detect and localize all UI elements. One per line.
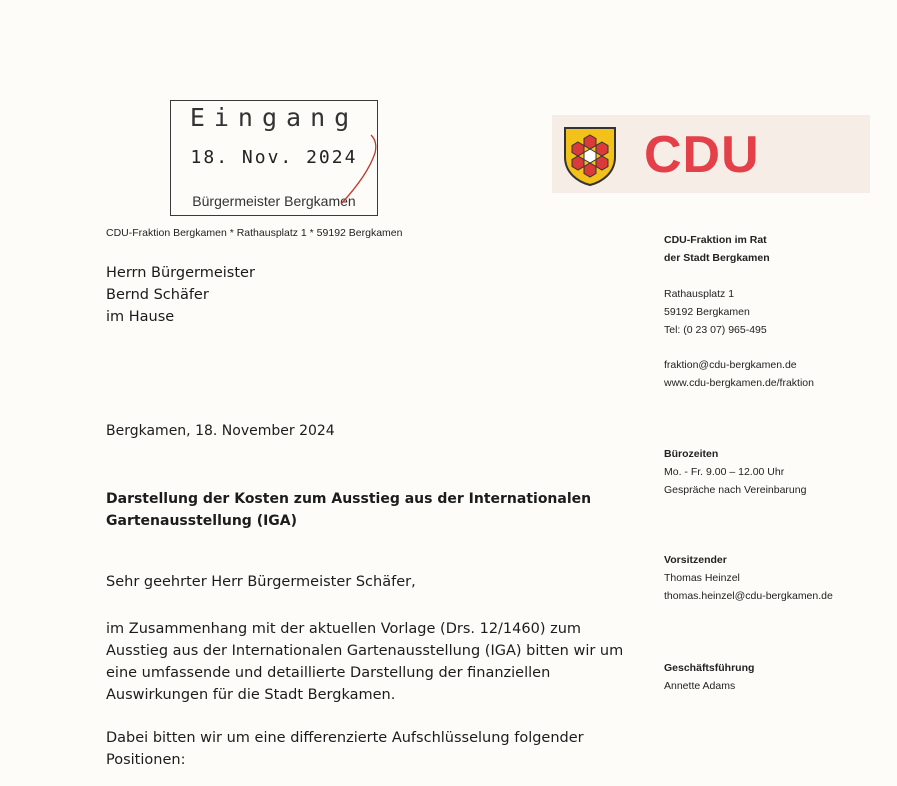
chair-email: thomas.heinzel@cdu-bergkamen.de <box>664 590 833 602</box>
org-city: 59192 Bergkamen <box>664 306 750 318</box>
paragraph-line: Dabei bitten wir um eine differenzierte Aufschlüsselung folgender <box>106 730 584 746</box>
subject-line: Gartenausstellung (IGA) <box>106 513 298 529</box>
office-hours-heading: Bürozeiten <box>664 448 719 460</box>
recipient-line: Bernd Schäfer <box>106 287 209 303</box>
recipient-line: im Hause <box>106 309 175 325</box>
return-address: CDU-Fraktion Bergkamen * Rathausplatz 1 * 59192 Bergkamen <box>106 227 403 239</box>
org-street: Rathausplatz 1 <box>664 288 735 300</box>
paragraph-line: im Zusammenhang mit der aktuellen Vorlage (Drs. 12/1460) zum <box>106 621 582 637</box>
stamp-title: Eingang <box>189 103 359 132</box>
management-block <box>664 659 754 695</box>
org-address-block <box>664 285 767 339</box>
stamp-date: 18. Nov. 2024 <box>190 147 358 168</box>
management-heading: Geschäftsführung <box>664 662 755 674</box>
paragraph-line: Positionen: <box>106 752 186 768</box>
letter-paragraph <box>106 618 636 706</box>
chair-name: Thomas Heinzel <box>664 572 740 584</box>
org-contact-block <box>664 356 814 392</box>
city-crest-icon <box>562 125 618 187</box>
letter-date: Bergkamen, 18. November 2024 <box>106 423 335 439</box>
received-stamp <box>170 100 378 216</box>
org-website: www.cdu-bergkamen.de/fraktion <box>664 377 814 389</box>
chair-block <box>664 551 833 605</box>
office-hours-line: Gespräche nach Vereinbarung <box>664 484 807 496</box>
stamp-office: Bürgermeister Bergkamen <box>192 193 356 209</box>
letter-subject <box>106 488 592 532</box>
paragraph-line: Ausstieg aus der Internationalen Gartenausstellung (IGA) bitten wir um <box>106 643 624 659</box>
management-name: Annette Adams <box>664 680 736 692</box>
chair-heading: Vorsitzender <box>664 554 727 566</box>
org-name-line2: der Stadt Bergkamen <box>664 252 770 264</box>
paragraph-line: eine umfassende und detaillierte Darstellung der finanziellen <box>106 665 551 681</box>
org-email: fraktion@cdu-bergkamen.de <box>664 359 797 371</box>
office-hours-block <box>664 445 806 499</box>
recipient-line: Herrn Bürgermeister <box>106 265 255 281</box>
office-hours-line: Mo. - Fr. 9.00 – 12.00 Uhr <box>664 466 785 478</box>
org-block <box>664 231 770 267</box>
subject-line: Darstellung der Kosten zum Ausstieg aus der Internationalen <box>106 491 592 507</box>
letter-paragraph <box>106 727 636 771</box>
org-name: CDU-Fraktion im Rat <box>664 234 767 246</box>
cdu-logo-text: CDU <box>644 126 760 184</box>
recipient-address <box>106 262 255 328</box>
paragraph-line: Auswirkungen für die Stadt Bergkamen. <box>106 687 396 703</box>
org-phone: Tel: (0 23 07) 965-495 <box>664 324 767 336</box>
cdu-logo <box>552 115 870 193</box>
letter-salutation: Sehr geehrter Herr Bürgermeister Schäfer, <box>106 574 416 590</box>
